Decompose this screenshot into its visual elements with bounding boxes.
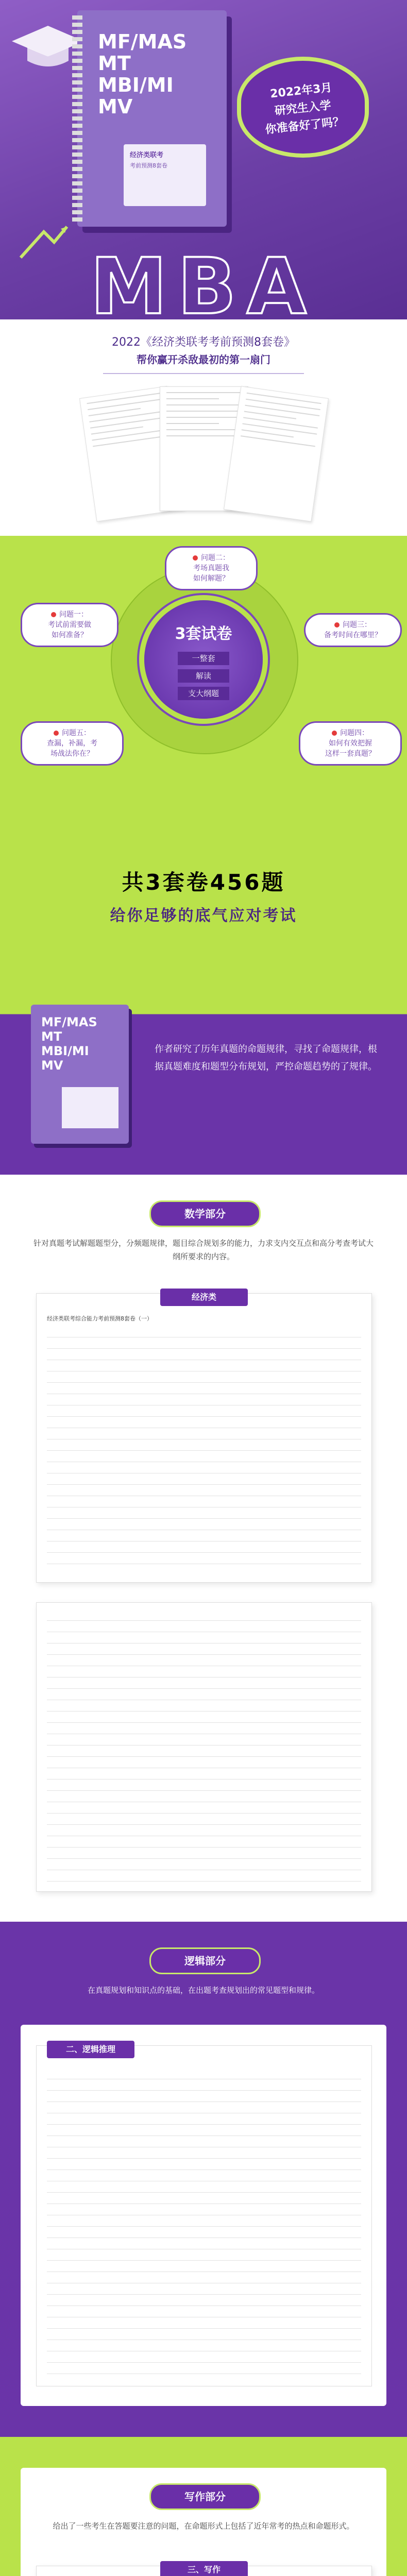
tagline-sub: 给你足够的底气应对考试 (110, 907, 297, 925)
intro-headline: 2022《经济类联考考前预测8套卷》 (112, 336, 295, 349)
question-bubble: 问题二： 考场真题我 如何解题？ (165, 546, 258, 590)
feature-core-item: 支大纲题 (178, 687, 229, 700)
math-description: 针对真题考试解题题型分，分频题规律，题目综合规划多的能力，力求支内交互点和高分考查考试大纲所要求的内容。 (33, 1239, 374, 1261)
writing-description: 给出了一些考生在答题要注意的问题，在命题形式上包括了近年常考的热点和命题形式。 (53, 2521, 354, 2531)
feature-core (144, 600, 263, 719)
book-title-line: MF/MAS (98, 30, 187, 53)
intro-section (0, 319, 407, 536)
book-thumbnail-title: MF/MAS MT MBI/MI MV (41, 1015, 97, 1073)
math-sample-page (36, 1602, 372, 1892)
math-doc-header: 经济类联考综合能力考前预测8套卷（一） (47, 1315, 152, 1322)
math-section (0, 1175, 407, 1922)
feature-core-item: 一整套 (178, 652, 229, 665)
logic-tag: 逻辑部分 (149, 1947, 261, 1974)
tagline-main: 共3套卷456题 (122, 870, 285, 895)
book-card-subtitle: 考前预测8套卷 (130, 162, 167, 169)
book-card (124, 144, 206, 206)
hero-section (0, 0, 407, 319)
logic-sample-page (36, 2045, 372, 2386)
writing-sample-page (36, 2566, 372, 2576)
divider (103, 373, 304, 374)
red-dot-icon (193, 555, 198, 561)
book-cover (77, 10, 227, 227)
math-tag: 数学部分 (149, 1200, 261, 1227)
book-card-title: 经济类联考 (130, 151, 164, 159)
speech-bubble-text: 2022年3月 研究生入学 你准备好了吗？ (264, 81, 345, 137)
book-spiral (72, 15, 82, 222)
tagline (31, 866, 376, 925)
feature-core-title: 3套试卷 (175, 625, 232, 643)
red-dot-icon (334, 622, 340, 628)
book-title-line: MV (98, 95, 133, 118)
logic-panel (21, 2025, 386, 2406)
math-doc-rows (47, 1613, 361, 1883)
writing-ribbon: 三、写作 (160, 2561, 248, 2576)
red-dot-icon (54, 731, 59, 736)
feature-core-item: 解读 (178, 669, 229, 683)
writing-panel (21, 2468, 386, 2576)
math-doc-rows (47, 1330, 361, 1574)
logic-description: 在真题规划和知识点的基础，在出题考查规划出的常见题型和规律。 (87, 1986, 319, 1995)
sample-paper (224, 386, 329, 522)
writing-tag: 写作部分 (149, 2483, 261, 2510)
question-bubble: 问题三： 备考时间在哪里？ (304, 613, 402, 647)
mba-big-word: MBA (90, 242, 317, 319)
math-ribbon: 经济类 (160, 1289, 248, 1306)
logic-section (0, 1922, 407, 2437)
logic-ribbon: 二、逻辑推理 (47, 2041, 134, 2058)
features-section (0, 536, 407, 979)
book-title-line: MT (98, 52, 131, 75)
speech-bubble (237, 57, 369, 158)
book-title-line: MBI/MI (98, 74, 174, 96)
question-bubble: 问题四： 如何有效把握 这样一套真题？ (299, 721, 402, 766)
book-title (98, 31, 186, 117)
question-bubble: 问题五： 查漏，补漏，考 场战法你在？ (21, 721, 124, 766)
math-sample-page (36, 1293, 372, 1583)
book-thumbnail-card (62, 1087, 118, 1128)
author-description: 作者研究了历年真题的命题规律，寻找了命题规律，根据真题难度和题型分布规划，严控命题趋势的了规律。 (155, 1044, 377, 1072)
red-dot-icon (51, 612, 56, 617)
writing-section (0, 2437, 407, 2576)
book-thumbnail (31, 1005, 129, 1144)
red-dot-icon (332, 731, 337, 736)
author-band (0, 979, 407, 1175)
question-bubble: 问题一： 考试前需要做 如何准备？ (21, 603, 118, 647)
logic-doc-rows (47, 2072, 361, 2378)
intro-subhead: 帮你赢开杀敌最初的第一扇门 (137, 353, 270, 366)
